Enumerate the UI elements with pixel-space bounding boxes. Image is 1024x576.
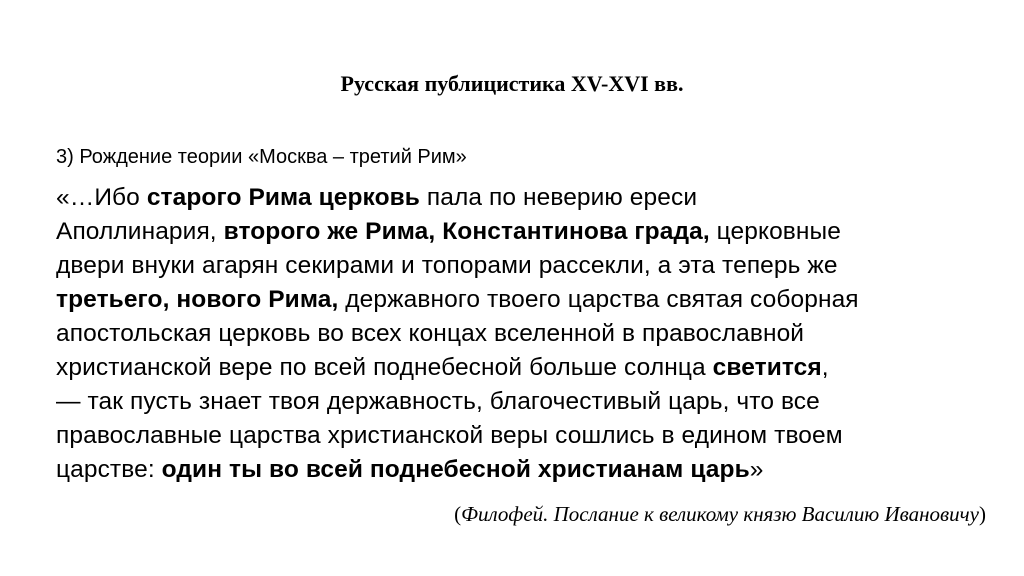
- quote-line-7: — так пусть знает твоя державность, благочестивый царь, что все: [56, 388, 820, 415]
- quote-line-3: двери внуки агарян секирами и топорами рассекли, а эта теперь же: [56, 252, 838, 279]
- citation-text: Филофей. Послание к великому князю Василию Ивановичу: [461, 502, 979, 526]
- slide-title: Русская публицистика XV-XVI вв.: [340, 71, 684, 96]
- quote-text: «…Ибо: [56, 184, 147, 211]
- quote-emphasis: второго же Рима, Константинова града,: [223, 218, 710, 245]
- quote-line-9: [56, 453, 986, 487]
- quote-line-8: православные царства христианской веры сошлись в едином твоем: [56, 422, 843, 449]
- quote-text: пала по неверию ереси: [419, 184, 698, 211]
- quote-emphasis: один ты во всей поднебесной христианам царь: [161, 456, 750, 483]
- slide-subtitle: 3) Рождение теории «Москва – третий Рим»: [56, 146, 467, 168]
- citation-close-paren: ): [979, 502, 986, 526]
- quote-text: царстве:: [56, 456, 162, 483]
- quote-text: »: [749, 456, 764, 483]
- citation: [454, 500, 986, 528]
- quote-emphasis: третьего, нового Рима,: [56, 286, 339, 313]
- quote-text: ,: [821, 354, 829, 381]
- quote-line-1: [56, 181, 986, 215]
- quote-line-6: [56, 351, 986, 385]
- quote-text: державного твоего царства святая соборная: [338, 286, 859, 313]
- quote-block: [56, 181, 986, 487]
- quote-line-5: апостольская церковь во всех концах вселенной в православной: [56, 320, 805, 347]
- quote-text: христианской вере по всей поднебесной больше солнца: [56, 354, 713, 381]
- quote-emphasis: светится: [712, 354, 822, 381]
- quote-line-2: [56, 215, 986, 249]
- citation-open-paren: (: [454, 502, 462, 526]
- quote-emphasis: старого Рима церковь: [146, 184, 420, 211]
- quote-text: Аполлинария,: [56, 218, 224, 245]
- quote-line-4: [56, 283, 986, 317]
- quote-text: церковные: [709, 218, 841, 245]
